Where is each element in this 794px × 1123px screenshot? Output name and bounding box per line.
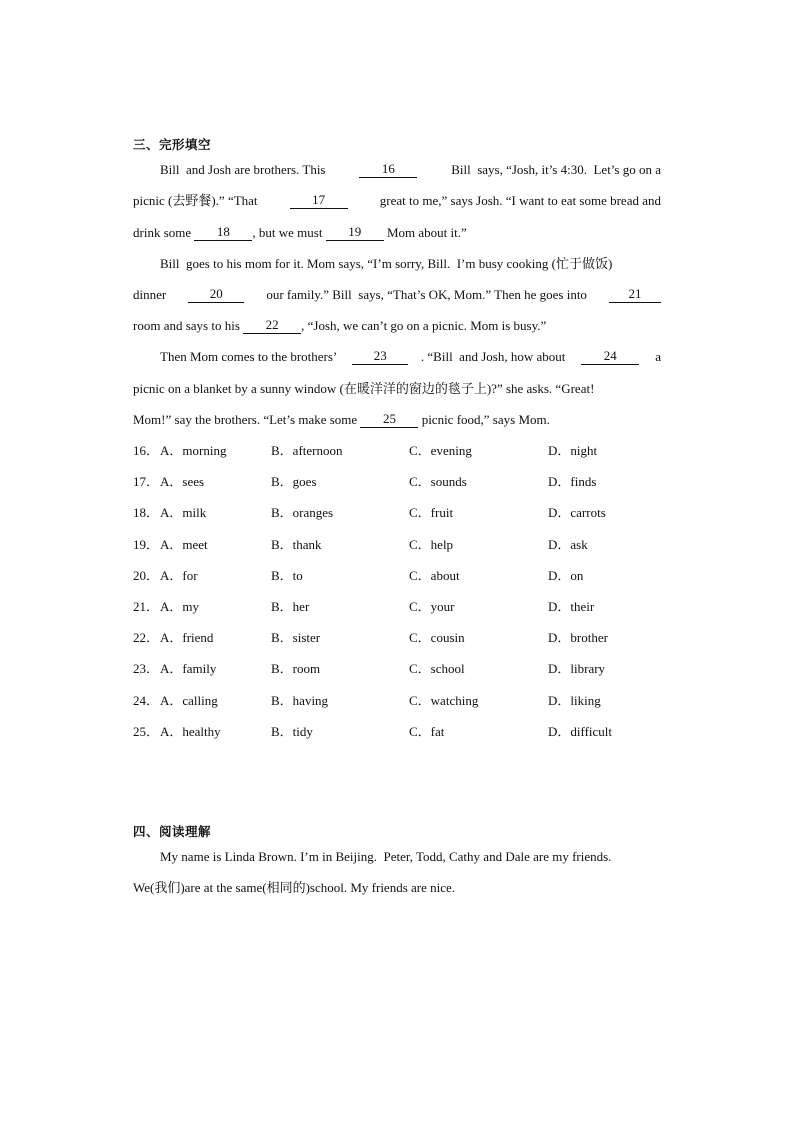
question-number: 20．: [133, 568, 160, 583]
text: picnic (去野餐).” “That: [133, 193, 261, 208]
text: our family.” Bill says, “That’s OK, Mom.” Then he goes into: [263, 287, 591, 302]
option-d: D．brother: [548, 630, 608, 645]
question-number: 22．: [133, 630, 160, 645]
question-number: 16．: [133, 443, 160, 458]
text: a: [651, 349, 661, 364]
option-a: A．family: [160, 661, 217, 676]
question-number: 17．: [133, 474, 160, 489]
option-a: A．for: [160, 568, 198, 583]
cloze-p3-line2: [133, 381, 661, 397]
option-d: D．their: [548, 599, 595, 614]
option-b: B．tidy: [271, 724, 313, 739]
option-b: B．to: [271, 568, 303, 583]
option-a: A．friend: [160, 630, 214, 645]
blank-18: 18: [194, 225, 252, 241]
cloze-p1-line3: [133, 225, 661, 241]
text: , “Josh, we can’t go on a picnic. Mom is busy.”: [301, 318, 547, 333]
blank-16: 16: [359, 162, 417, 178]
option-a: A．my: [160, 599, 200, 614]
text: drink some: [133, 225, 195, 240]
cloze-p3-line3: [133, 412, 661, 428]
text: Mom about it.”: [383, 225, 467, 240]
text: Then Mom comes to the brothers’: [160, 349, 340, 364]
question-number: 18．: [133, 505, 160, 520]
text: Mom!” say the brothers. “Let’s make some: [133, 412, 361, 427]
option-c: C．your: [409, 599, 455, 614]
option-a: A．calling: [160, 693, 218, 708]
blank-22: 22: [243, 318, 301, 334]
text: We(我们)are at the same(相同的)school. My friends are nice.: [133, 880, 456, 895]
question-number: 25．: [133, 724, 160, 739]
option-a: A．morning: [160, 443, 227, 458]
option-c: C．watching: [409, 693, 479, 708]
option-c: C．cousin: [409, 630, 465, 645]
option-d: D．liking: [548, 693, 601, 708]
option-d: D．ask: [548, 537, 588, 552]
option-d: D．carrots: [548, 505, 606, 520]
text: Bill and Josh are brothers. This: [160, 162, 329, 177]
question-number: 23．: [133, 661, 160, 676]
text: picnic food,” says Mom.: [418, 412, 550, 427]
option-c: C．school: [409, 661, 465, 676]
option-c: C．help: [409, 537, 454, 552]
text: . “Bill and Josh, how about: [420, 349, 569, 364]
option-d: D．night: [548, 443, 598, 458]
option-b: B．afternoon: [271, 443, 343, 458]
option-c: C．fruit: [409, 505, 454, 520]
blank-25: 25: [360, 412, 418, 428]
option-b: B．oranges: [271, 505, 334, 520]
question-number: 19．: [133, 537, 160, 552]
blank-19: 19: [326, 225, 384, 241]
option-a: A．milk: [160, 505, 207, 520]
blank-23: 23: [352, 349, 408, 365]
cloze-p3-line1: [160, 349, 661, 365]
reading-line2: [133, 880, 661, 896]
cloze-p2-line1: [160, 256, 661, 272]
text: room and says to his: [133, 318, 244, 333]
reading-heading: 四、阅读理解: [133, 824, 212, 839]
text: Bill goes to his mom for it. Mom says, “I’m sorry, Bill. I’m busy cooking (忙于做饭): [160, 256, 613, 271]
text: dinner: [133, 287, 170, 302]
text: great to me,” says Josh. “I want to eat some bread and: [376, 193, 661, 208]
option-d: D．difficult: [548, 724, 613, 739]
text: , but we must: [252, 225, 326, 240]
option-b: B．sister: [271, 630, 321, 645]
blank-20: 20: [188, 287, 244, 303]
option-c: C．sounds: [409, 474, 467, 489]
reading-line1: [160, 849, 661, 865]
cloze-p1-line1: [160, 162, 661, 178]
option-b: B．goes: [271, 474, 317, 489]
option-c: C．about: [409, 568, 460, 583]
option-b: B．having: [271, 693, 329, 708]
option-a: A．sees: [160, 474, 205, 489]
blank-17: 17: [290, 193, 348, 209]
cloze-p2-line2: [133, 287, 661, 303]
option-c: C．fat: [409, 724, 445, 739]
option-d: D．library: [548, 661, 606, 676]
option-a: A．meet: [160, 537, 208, 552]
question-number: 21．: [133, 599, 160, 614]
option-c: C．evening: [409, 443, 472, 458]
option-b: B．thank: [271, 537, 322, 552]
option-b: B．her: [271, 599, 310, 614]
blank-21: 21: [609, 287, 661, 303]
question-number: 24．: [133, 693, 160, 708]
cloze-p2-line3: [133, 318, 661, 334]
option-a: A．healthy: [160, 724, 221, 739]
text: picnic on a blanket by a sunny window (在暖洋洋的窗边的毯子上)?” she asks. “Great!: [133, 381, 595, 396]
text: My name is Linda Brown. I’m in Beijing. Peter, Todd, Cathy and Dale are my friends.: [160, 849, 612, 864]
blank-24: 24: [581, 349, 639, 365]
option-d: D．on: [548, 568, 584, 583]
option-b: B．room: [271, 661, 321, 676]
option-d: D．finds: [548, 474, 597, 489]
text: Bill says, “Josh, it’s 4:30. Let’s go on a: [447, 162, 661, 177]
cloze-p1-line2: [133, 193, 661, 209]
cloze-heading: 三、完形填空: [133, 137, 212, 152]
